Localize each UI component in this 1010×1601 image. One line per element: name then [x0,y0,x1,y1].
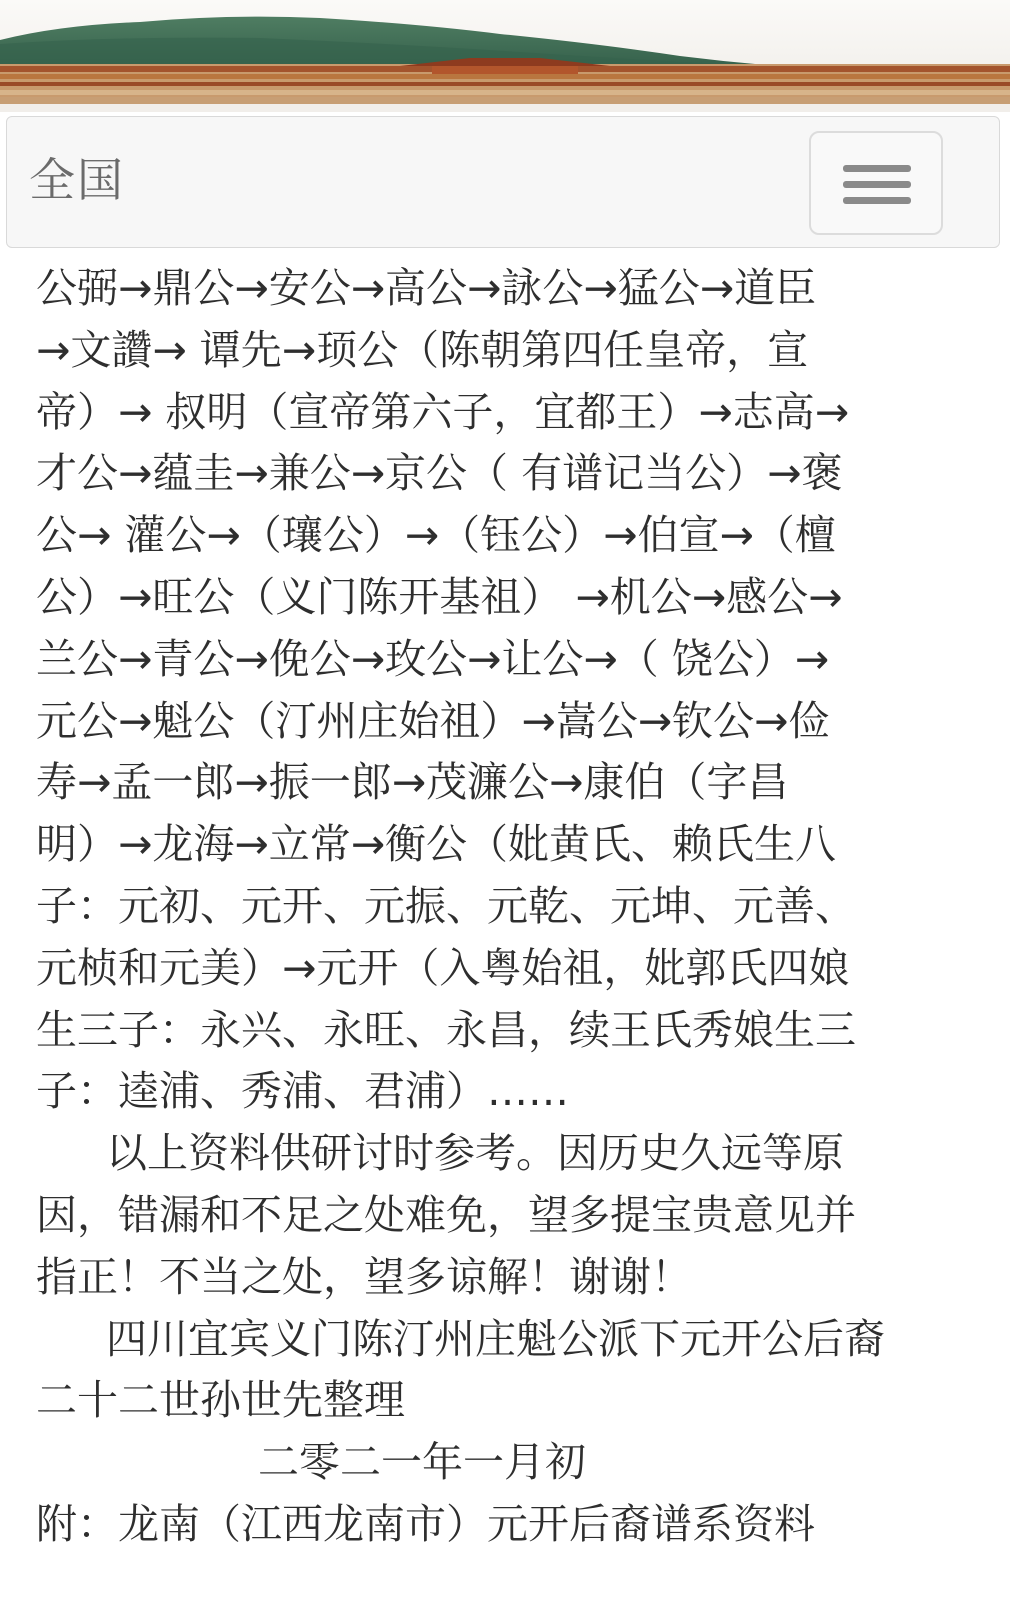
hamburger-menu-icon-bar [843,197,911,204]
article-line: 兰公→青公→俛公→玫公→让公→（ 饶公）→ [36,634,830,683]
article-line: 元公→魁公（汀州庄始祖）→嵩公→钦公→俭 [36,696,830,745]
article-signature-line: 四川宜宾义门陈汀州庄魁公派下元开公后裔 [106,1314,885,1363]
article-appendix-line: 附：龙南（江西龙南市）元开后裔谱系资料 [36,1499,815,1548]
hamburger-menu-icon [843,165,911,172]
header-banner-image [0,0,1010,112]
article-date-line: 二零二一年一月初 [258,1438,586,1487]
article-line: 才公→蕴圭→兼公→京公（ 有谱记当公）→褒 [36,449,843,498]
article-line: →文讚→ 谭先→顼公（陈朝第四任皇帝，宣 [36,325,809,374]
article-line: 指正！不当之处，望多谅解！谢谢！ [36,1252,692,1301]
article-paragraph-start: 以上资料供研讨时参考。因历史久远等原 [106,1129,844,1178]
article-line: 寿→孟一郎→振一郎→茂濂公→康伯（字昌 [36,758,789,807]
article-line: 元桢和元美）→元开（入粤始祖，妣郭氏四娘 [36,943,850,992]
menu-toggle-button[interactable] [809,131,943,235]
article-line: 因，错漏和不足之处难免，望多提宝贵意见并 [36,1190,856,1239]
article-signature-line: 二十二世孙世先整理 [36,1376,405,1425]
article-line: 公）→旺公（义门陈开基祖） →机公→感公→ [36,572,843,621]
article-line: 生三子：永兴、永旺、永昌，续王氏秀娘生三 [36,1005,856,1054]
article-line: 公→ 灌公→（瓖公）→（钰公）→伯宣→（檀 [36,511,836,560]
article-line: 子：元初、元开、元振、元乾、元坤、元善、 [36,881,856,930]
hamburger-menu-icon-bar [843,181,911,188]
palace-landscape-image [0,0,1010,112]
article-line: 明）→龙海→立常→衡公（妣黄氏、赖氏生八 [36,820,837,869]
article-line: 子：逵浦、秀浦、君浦）…… [36,1067,569,1116]
article-line: 帝）→ 叔明（宣帝第六子，宜都王）→志高→ [36,387,850,436]
article-body [36,258,936,1556]
navbar-brand-link[interactable]: 全国 [29,153,125,207]
navbar [6,116,1000,248]
article-line: 公弼→鼎公→安公→高公→詠公→猛公→道臣 [36,264,817,312]
